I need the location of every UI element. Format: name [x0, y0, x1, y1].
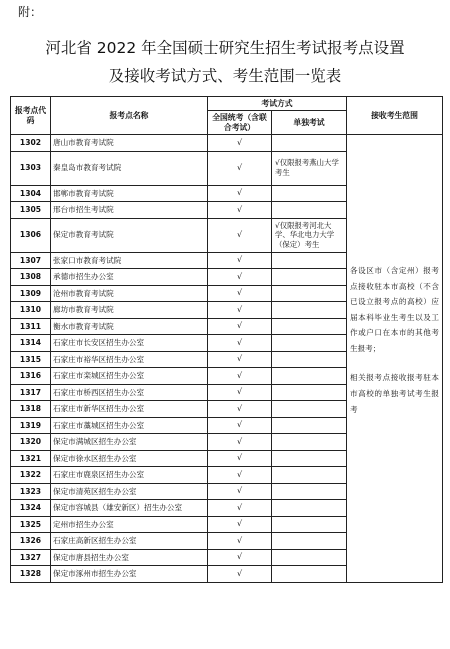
- site-name: 衡水市教育考试院: [51, 318, 208, 335]
- unified-exam-check: √: [208, 467, 272, 484]
- separate-exam-cell: [272, 549, 347, 566]
- separate-exam-cell: [272, 450, 347, 467]
- site-code: 1328: [11, 566, 51, 583]
- site-code: 1315: [11, 351, 51, 368]
- header-separate: 单独考试: [272, 111, 347, 135]
- site-code: 1307: [11, 252, 51, 269]
- unified-exam-check: √: [208, 549, 272, 566]
- site-code: 1302: [11, 135, 51, 152]
- scope-text-2: 相关报考点接收报考驻本市高校的单独考试考生报考: [350, 373, 439, 414]
- unified-exam-check: √: [208, 135, 272, 152]
- site-name: 石家庄市桥西区招生办公室: [51, 384, 208, 401]
- separate-exam-cell: [272, 285, 347, 302]
- separate-exam-cell: [272, 368, 347, 385]
- site-name: 石家庄高新区招生办公室: [51, 533, 208, 550]
- separate-exam-cell: √仅限报考燕山大学考生: [272, 151, 347, 185]
- unified-exam-check: √: [208, 417, 272, 434]
- site-code: 1305: [11, 202, 51, 219]
- site-code: 1303: [11, 151, 51, 185]
- unified-exam-check: √: [208, 202, 272, 219]
- separate-exam-cell: [272, 185, 347, 202]
- site-code: 1323: [11, 483, 51, 500]
- unified-exam-check: √: [208, 151, 272, 185]
- separate-exam-cell: [272, 401, 347, 418]
- separate-exam-cell: [272, 202, 347, 219]
- site-code: 1320: [11, 434, 51, 451]
- site-code: 1309: [11, 285, 51, 302]
- site-name: 廊坊市教育考试院: [51, 302, 208, 319]
- separate-exam-cell: [272, 533, 347, 550]
- site-name: 石家庄市新华区招生办公室: [51, 401, 208, 418]
- separate-exam-cell: [272, 302, 347, 319]
- unified-exam-check: √: [208, 335, 272, 352]
- unified-exam-check: √: [208, 351, 272, 368]
- separate-exam-cell: [272, 384, 347, 401]
- unified-exam-check: √: [208, 533, 272, 550]
- site-code: 1322: [11, 467, 51, 484]
- site-name: 石家庄市藁城区招生办公室: [51, 417, 208, 434]
- separate-exam-cell: √仅限报考河北大学、华北电力大学（保定）考生: [272, 218, 347, 252]
- site-name: 石家庄市裕华区招生办公室: [51, 351, 208, 368]
- site-name: 邯郸市教育考试院: [51, 185, 208, 202]
- site-code: 1314: [11, 335, 51, 352]
- unified-exam-check: √: [208, 285, 272, 302]
- separate-exam-cell: [272, 335, 347, 352]
- attachment-label: 附：: [18, 5, 43, 19]
- unified-exam-check: √: [208, 500, 272, 517]
- site-name: 保定市教育考试院: [51, 218, 208, 252]
- site-code: 1316: [11, 368, 51, 385]
- site-name: 保定市满城区招生办公室: [51, 434, 208, 451]
- header-scope: 接收考生范围: [347, 97, 443, 135]
- site-code: 1325: [11, 516, 51, 533]
- separate-exam-cell: [272, 417, 347, 434]
- site-code: 1310: [11, 302, 51, 319]
- unified-exam-check: √: [208, 384, 272, 401]
- separate-exam-cell: [272, 516, 347, 533]
- document-title-line-2: 及接收考试方式、考生范围一览表: [108, 67, 342, 85]
- document-title-line-1: 河北省 2022 年全国硕士研究生招生考试报考点设置: [45, 39, 405, 57]
- unified-exam-check: √: [208, 483, 272, 500]
- separate-exam-cell: [272, 500, 347, 517]
- site-code: 1321: [11, 450, 51, 467]
- separate-exam-cell: [272, 318, 347, 335]
- table-body: [11, 135, 443, 583]
- site-code: 1308: [11, 269, 51, 286]
- unified-exam-check: √: [208, 269, 272, 286]
- separate-exam-cell: [272, 566, 347, 583]
- unified-exam-check: √: [208, 368, 272, 385]
- separate-exam-cell: [272, 135, 347, 152]
- header-code: 报考点代码: [11, 97, 51, 135]
- site-name: 秦皇岛市教育考试院: [51, 151, 208, 185]
- table-row: [11, 135, 443, 152]
- separate-exam-cell: [272, 467, 347, 484]
- site-name: 沧州市教育考试院: [51, 285, 208, 302]
- site-code: 1318: [11, 401, 51, 418]
- separate-exam-cell: [272, 269, 347, 286]
- site-name: 保定市清苑区招生办公室: [51, 483, 208, 500]
- unified-exam-check: √: [208, 318, 272, 335]
- site-code: 1304: [11, 185, 51, 202]
- unified-exam-check: √: [208, 566, 272, 583]
- site-name: 保定市容城县（雄安新区）招生办公室: [51, 500, 208, 517]
- site-code: 1311: [11, 318, 51, 335]
- unified-exam-check: √: [208, 434, 272, 451]
- scope-text-1: 各设区市（含定州）报考点接收驻本市高校（不含已设立报考点的高校）应届本科毕业生考生以及工作或户口在本市的其他考生报考；: [350, 266, 439, 353]
- unified-exam-check: √: [208, 218, 272, 252]
- separate-exam-cell: [272, 351, 347, 368]
- unified-exam-check: √: [208, 185, 272, 202]
- site-code: 1326: [11, 533, 51, 550]
- site-code: 1324: [11, 500, 51, 517]
- site-name: 保定市徐水区招生办公室: [51, 450, 208, 467]
- site-code: 1306: [11, 218, 51, 252]
- unified-exam-check: √: [208, 302, 272, 319]
- site-name: 石家庄市栾城区招生办公室: [51, 368, 208, 385]
- site-code: 1319: [11, 417, 51, 434]
- unified-exam-check: √: [208, 450, 272, 467]
- site-name: 唐山市教育考试院: [51, 135, 208, 152]
- exam-sites-table: [10, 96, 443, 583]
- site-name: 张家口市教育考试院: [51, 252, 208, 269]
- site-code: 1327: [11, 549, 51, 566]
- site-name: 石家庄市长安区招生办公室: [51, 335, 208, 352]
- separate-exam-cell: [272, 252, 347, 269]
- site-name: 承德市招生办公室: [51, 269, 208, 286]
- scope-cell: [347, 135, 443, 583]
- unified-exam-check: √: [208, 516, 272, 533]
- header-name: 报考点名称: [51, 97, 208, 135]
- separate-exam-cell: [272, 434, 347, 451]
- site-name: 石家庄市鹿泉区招生办公室: [51, 467, 208, 484]
- site-name: 定州市招生办公室: [51, 516, 208, 533]
- site-code: 1317: [11, 384, 51, 401]
- header-exam-mode: 考试方式: [208, 97, 347, 111]
- unified-exam-check: √: [208, 401, 272, 418]
- unified-exam-check: √: [208, 252, 272, 269]
- header-unified: 全国统考（含联合考试）: [208, 111, 272, 135]
- site-name: 邢台市招生考试院: [51, 202, 208, 219]
- separate-exam-cell: [272, 483, 347, 500]
- site-name: 保定市唐县招生办公室: [51, 549, 208, 566]
- site-name: 保定市涿州市招生办公室: [51, 566, 208, 583]
